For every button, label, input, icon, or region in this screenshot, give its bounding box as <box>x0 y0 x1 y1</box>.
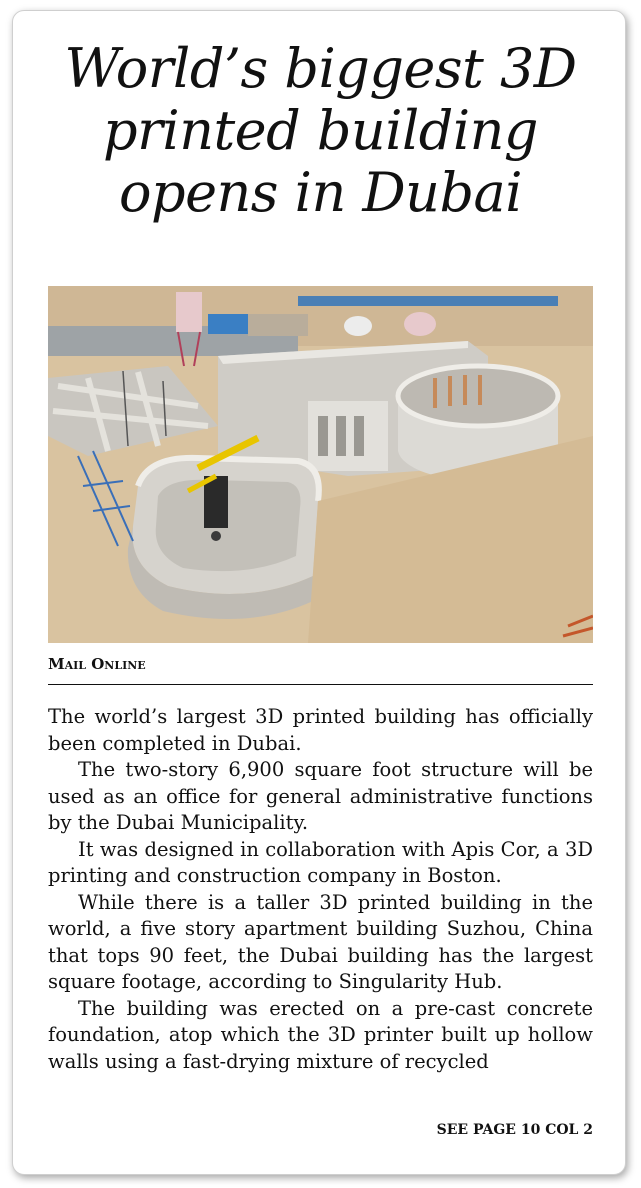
continuation-jump-line: SEE PAGE 10 COL 2 <box>436 1122 593 1138</box>
paragraph-5: The building was erected on a pre-cast concrete foundation, atop which the 3D printer built up hollow walls using a fast-drying mixture of recycled <box>48 996 593 1073</box>
paragraph-4: While there is a taller 3D printed building in the world, a five story apartment building Suzhou, China that tops 90 feet, the Dubai building has the largest square footage, according to Singularity Hub. <box>48 890 593 993</box>
article-body <box>48 704 593 1075</box>
headline-line-3: opens in Dubai <box>118 161 522 224</box>
paragraph-3: It was designed in collaboration with Apis Cor, a 3D printing and construction company in Boston. <box>48 837 593 887</box>
paragraph-1: The world’s largest 3D printed building has officially been completed in Dubai. <box>48 705 593 755</box>
byline-source: Mail Online <box>48 655 593 685</box>
building-photo <box>48 286 593 643</box>
headline-line-1: World’s biggest 3D <box>64 37 577 100</box>
paragraph-2: The two-story 6,900 square foot structure will be used as an office for general administrative functions by the Dubai Municipality. <box>48 758 593 834</box>
headline-line-2: printed building <box>103 99 538 162</box>
headline <box>0 38 641 224</box>
